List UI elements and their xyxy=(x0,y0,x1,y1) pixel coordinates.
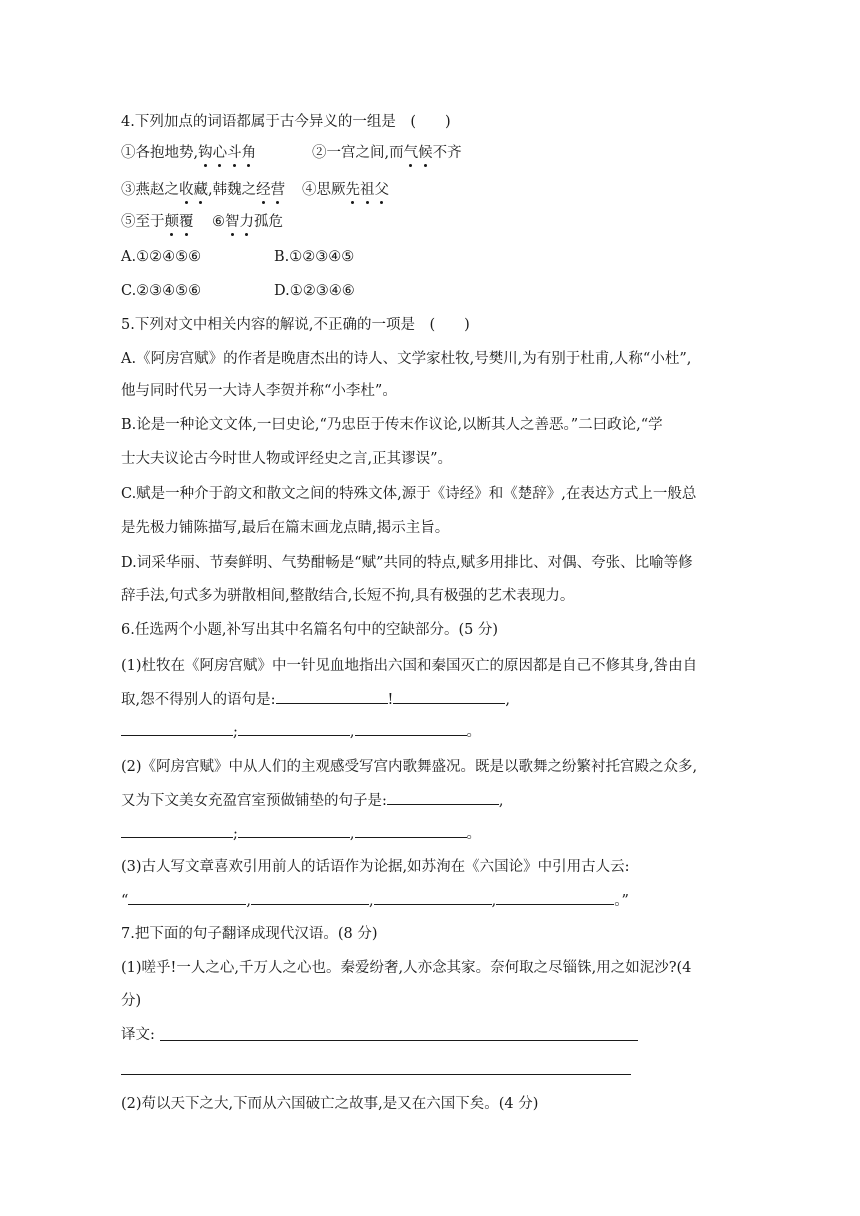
answer-blank[interactable] xyxy=(355,823,467,838)
q6-part1-line1: (1)杜牧在《阿房宫赋》中一针见血地指出六国和秦国灭亡的原因都是自己不修其身,咎由自 xyxy=(121,658,698,674)
q4-choice-d[interactable]: D.①②③④⑥ xyxy=(274,283,355,299)
q4-option-6: ⑥智力孤危 xyxy=(212,214,283,230)
q6-part3-line2: “ , , , 。” xyxy=(121,890,629,911)
translation-answer-line[interactable] xyxy=(160,1040,638,1041)
answer-blank[interactable] xyxy=(121,721,233,736)
q5-choice-d-line2: 辞手法,句式多为骈散相间,整散结合,长短不拘,具有极强的艺术表现力。 xyxy=(121,588,575,604)
q6-stem: 6.任选两个小题,补写出其中名篇名句中的空缺部分。(5 分) xyxy=(121,622,499,638)
q6-part2-line3: ; , 。 xyxy=(121,823,481,844)
answer-blank[interactable] xyxy=(276,689,388,704)
q6-part2-line1: (2)《阿房宫赋》中从人们的主观感受写宫内歌舞盛况。既是以歌舞之纷繁衬托宫殿之众多, xyxy=(121,759,698,775)
q5-choice-c-line1[interactable]: C.赋是一种介于韵文和散文之间的特殊文体,源于《诗经》和《楚辞》,在表达方式上一般总 xyxy=(121,486,697,502)
answer-blank[interactable] xyxy=(238,721,350,736)
q4-stem: 4.下列加点的词语都属于古今异义的一组是 ( ) xyxy=(121,114,451,130)
answer-blank[interactable] xyxy=(387,790,499,805)
q7-stem: 7.把下面的句子翻译成现代汉语。(8 分) xyxy=(121,926,378,942)
q6-part1-line3: ; , 。 xyxy=(121,721,481,742)
q4-choice-a[interactable]: A.①②④⑤⑥ xyxy=(121,249,202,265)
q4-option-2: ②一宫之间,而气候不齐 xyxy=(312,145,462,161)
q7-translation-label: 译文: xyxy=(121,1027,155,1043)
answer-blank[interactable] xyxy=(355,721,467,736)
q5-choice-a-line1[interactable]: A.《阿房宫赋》的作者是晚唐杰出的诗人、文学家杜牧,号樊川,为有别于杜甫,人称“小杜”, xyxy=(121,351,692,367)
q4-option-1: ①各抱地势,钩心斗角 xyxy=(121,145,257,161)
q5-stem: 5.下列对文中相关内容的解说,不正确的一项是 ( ) xyxy=(121,317,470,333)
q6-part3-line1: (3)古人写文章喜欢引用前人的话语作为论据,如苏洵在《六国论》中引用古人云: xyxy=(121,859,630,875)
q4-option-4: ④思厥先祖父 xyxy=(302,182,389,198)
q5-choice-c-line2: 是先极力铺陈描写,最后在篇末画龙点睛,揭示主旨。 xyxy=(121,520,450,536)
answer-blank[interactable] xyxy=(393,689,505,704)
answer-blank[interactable] xyxy=(496,890,614,905)
answer-blank[interactable] xyxy=(128,890,246,905)
q7-part1-line2: 分) xyxy=(121,993,142,1009)
q7-part2: (2)苟以天下之大,下而从六国破亡之故事,是又在六国下矣。(4 分) xyxy=(121,1096,539,1112)
q4-option-5: ⑤至于颠覆 xyxy=(121,214,194,230)
q7-part1-line1: (1)嗟乎!一人之心,千万人之心也。秦爱纷奢,人亦念其家。奈何取之尽锱铢,用之如泥沙?(4 xyxy=(121,960,692,976)
answer-blank[interactable] xyxy=(238,823,350,838)
q4-choice-c[interactable]: C.②③④⑤⑥ xyxy=(121,283,202,299)
translation-answer-line[interactable] xyxy=(121,1074,631,1075)
answer-blank[interactable] xyxy=(251,890,369,905)
q5-choice-d-line1[interactable]: D.词采华丽、节奏鲜明、气势酣畅是“赋”共同的特点,赋多用排比、对偶、夸张、比喻等修 xyxy=(121,555,693,571)
q6-part1-line2: 取,怨不得别人的语句是: ! , xyxy=(121,689,510,710)
answer-blank[interactable] xyxy=(374,890,492,905)
q6-part2-line2: 又为下文美女充盈宫室预做铺垫的句子是: , xyxy=(121,790,504,811)
q5-choice-b-line1[interactable]: B.论是一种论文文体,一曰史论,“乃忠臣于传末作议论,以断其人之善恶。”二曰政论,“学 xyxy=(121,417,663,433)
q5-choice-b-line2: 士大夫议论古今时世人物或评经史之言,正其谬误”。 xyxy=(121,451,453,467)
q4-option-3: ③燕赵之收藏,韩魏之经营 xyxy=(121,182,286,198)
q5-choice-a-line2: 他与同时代另一大诗人李贺并称“小李杜”。 xyxy=(121,383,397,399)
answer-blank[interactable] xyxy=(121,823,233,838)
q4-choice-b[interactable]: B.①②③④⑤ xyxy=(274,249,355,265)
